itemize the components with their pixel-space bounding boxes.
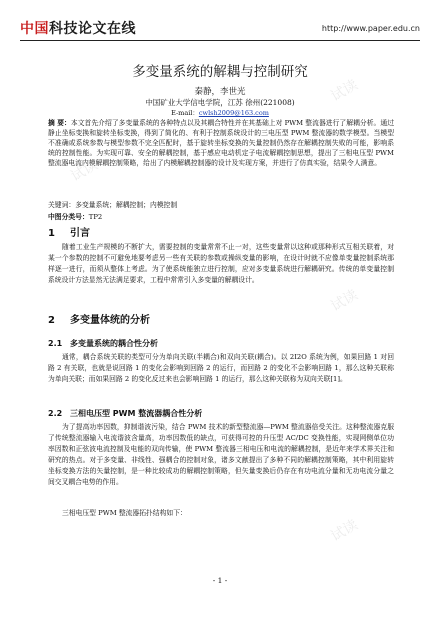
keywords (48, 200, 394, 210)
watermark: 试读 (328, 516, 361, 545)
logo-red-text: 中国 (20, 21, 49, 37)
site-header (20, 12, 420, 40)
watermark: 试读 (328, 286, 361, 315)
section-2-2-title: 三相电压型 PWM 整流器耦合性分析 (70, 409, 203, 418)
site-url[interactable]: http://www.paper.edu.cn (321, 24, 420, 33)
section-1-title: 引言 (70, 228, 90, 239)
classification (48, 211, 394, 221)
abstract (48, 118, 394, 168)
paper-authors: 秦静，李世光 (194, 87, 246, 97)
header-rule (20, 40, 420, 41)
section-1-heading (48, 224, 90, 239)
section-1-number: 1 (48, 228, 55, 239)
section-2-2-number: 2.2 (48, 409, 63, 418)
class-label: 中图分类号： (48, 213, 89, 221)
section-2-1-number: 2.1 (48, 339, 63, 348)
email-link[interactable]: cwlsh2009@163.com (198, 109, 269, 117)
section-1-paragraph: 随着工业生产规模的不断扩大，需要控制的变量常常不止一对，这些变量常以这种或那种形式互相关联着，对某一个参数的控制不可避免地要考虑另一些有关联的参数或操纵变量的影响，在设计时就不应像单变量控制系统那样逐一进行，而须从整体上考虑。为了使系统能独立进行控制，应对多变量系统进行解耦研究。传统的单变量控制系统设计方法显然无法满足要求，工程中常常引入多变量的解耦设计。 (48, 243, 394, 284)
watermark: 试读 (328, 76, 361, 105)
keywords-text: 多变量系统；解耦控制；内模控制 (75, 201, 178, 209)
section-2-1-heading (48, 338, 158, 349)
email-label: E-mail： (171, 109, 199, 117)
section-2-2-heading (48, 408, 202, 419)
paper-title: 多变量系统的解耦与控制研究 (132, 64, 308, 80)
class-value: TP2 (88, 213, 103, 221)
section-2-heading (48, 311, 150, 326)
section-2-2-paragraph-2: 三相电压型 PWM 整流器拓扑结构如下： (62, 509, 187, 517)
paper-affiliation: 中国矿业大学信电学院，江苏 徐州(221008) (145, 98, 295, 107)
logo-dark-text: 科技论文在线 (49, 21, 136, 37)
section-2-number: 2 (48, 315, 55, 326)
watermark: 试读 (68, 416, 101, 445)
section-2-2-paragraph-1: 为了提高功率因数，抑制谐波污染，结合 PWM 技术的新型整流器—PWM 整流器倍受关注。这种整流器克服了传统整流器输入电流谐波含量高，功率因数低的缺点，可获得可控的升压型 AC/DC 变换性能，实现网侧单位功率因数和正弦波电流控制及电能的双向传输，使 PWM 整流器三相电压和电流的解耦控制，是近年来学术界关注和研究的热点。对于多变量、非线性、强耦合的控制对象，诸多文献提出了多种不同的解耦控制策略，其中利用旋转坐标变换方法的矢量控制，是一种比较成功的解耦控制策略，但矢量变换后仍存在有功电流分量和无功电流分量之间交叉耦合电势的作用。 (48, 423, 394, 486)
page-number: - 1 - (212, 576, 228, 585)
abstract-label: 摘 要： (48, 119, 71, 127)
section-2-1-title: 多变量系统的耦合性分析 (70, 339, 158, 348)
abstract-text: 本文首先介绍了多变量系统的各种特点以及其耦合特性并在其基础上对 PWM 整流器进行了解耦分析。通过静止坐标变换和旋转坐标变换，得到了简化的、有利于控制系统设计的三电压型 PWM 整流器的数学模型。当模型不准确或系统参数与模型参数不完全匹配时，基于旋转坐标变换的矢量控制仍然存在解耦控制失败的可能，影响系统的控制性能。为实现可靠、安全的解耦控制，基于感应电动机定子电流解耦控制思想，提出了三相电压型 PWM 整流器电流内模解耦控制策略，给出了内模解耦控制器的设计及实现方案，并进行了仿真实验，结果令人满意。 (48, 119, 394, 167)
section-2-title: 多变量体统的分析 (70, 315, 150, 326)
keywords-label: 关键词： (48, 201, 76, 209)
site-logo[interactable] (20, 18, 136, 38)
watermark: 试读 (68, 156, 101, 185)
paper-email-line (0, 108, 440, 117)
section-2-1-paragraph: 通常，耦合系统关联的类型可分为单向关联(半耦合)和双向关联(耦合)。以 2I2O 系统为例，如果回路 1 对回路 2 有关联，也就是说回路 1 的变化会影响到回路 2 的运行，而回路 2 的变化不会影响回路 1，那么这种关联称为单向关联；而如果回路 2 的变化反过来也会影响回路 1 的运行，那么这种关联称为双向关联[1]。 (48, 353, 394, 383)
